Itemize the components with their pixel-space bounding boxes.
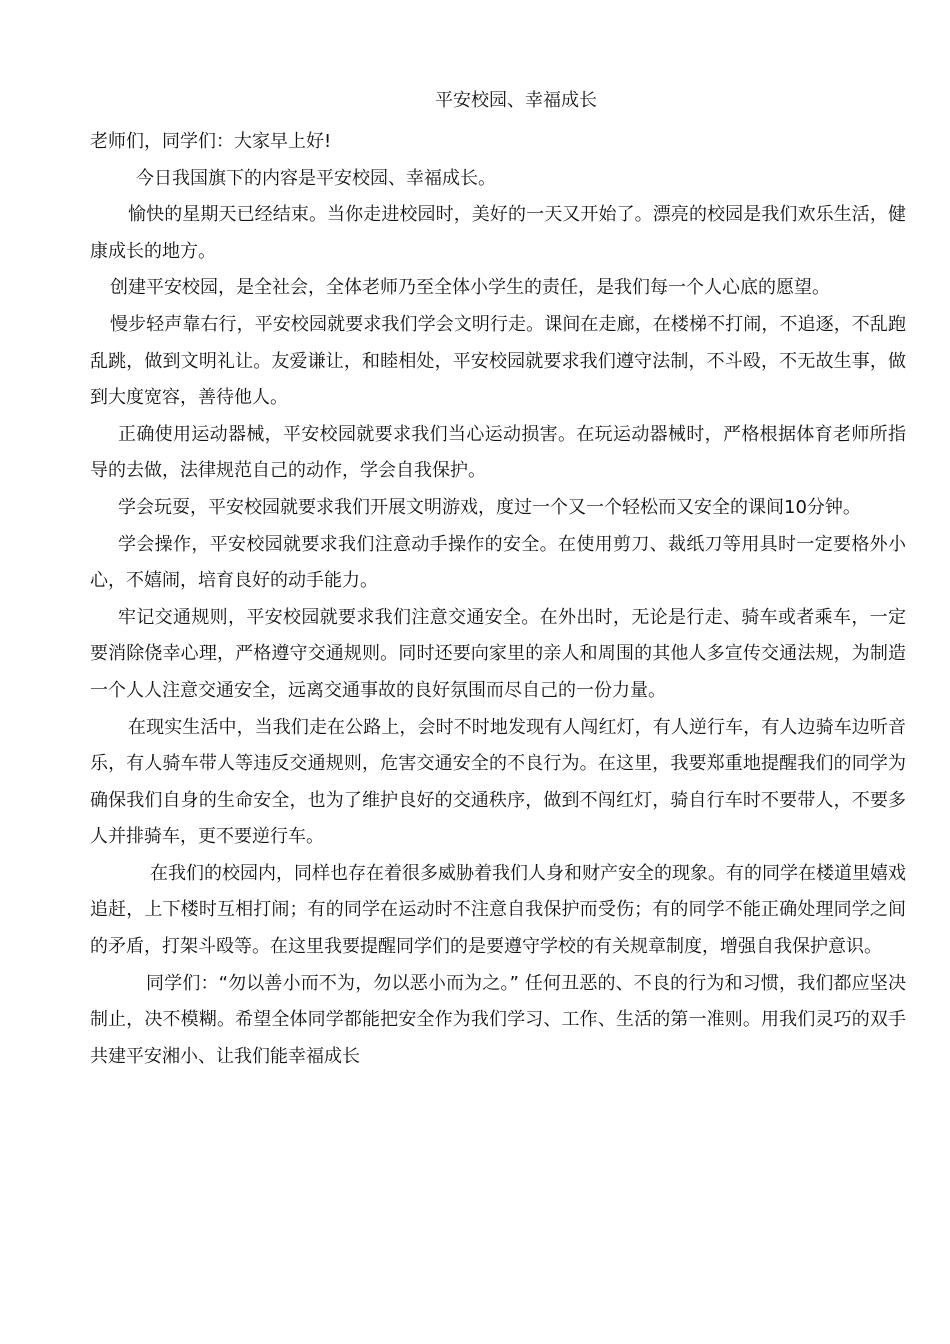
paragraph-real-life: 在现实生活中，当我们走在公路上，会时不时地发现有人闯红灯，有人逆行车，有人边骑车边听音乐，有人骑车带人等违反交通规则，危害交通安全的不良行为。在这里，我要郑重地提醒我们的同学为确保我们自身的生命安全，也为了维护良好的交通秩序，做到不闯红灯，骑自行车时不要带人，不要多人并排骑车，更不要逆行车。 xyxy=(90,716,906,848)
paragraph-greeting: 老师们，同学们：大家早上好! xyxy=(90,131,332,152)
document-title: 平安校园、幸福成长 xyxy=(435,90,597,111)
paragraph-weekend: 愉快的星期天已经结束。当你走进校园时，美好的一天又开始了。漂亮的校园是我们欢乐生活，健康成长的地方。 xyxy=(90,204,906,262)
paragraph-playing: 学会玩耍，平安校园就要求我们开展文明游戏，度过一个又一个轻松而又安全的课间10分钟。 xyxy=(118,496,861,518)
paragraph-walking: 慢步轻声靠右行，平安校园就要求我们学会文明行走。课间在走廊，在楼梯不打闹，不追逐，不乱跑乱跳，做到文明礼让。友爱谦让，和睦相处，平安校园就要求我们遵守法制，不斗殴，不无故生事，做到大度宽容，善待他人。 xyxy=(90,313,906,409)
document-body xyxy=(90,124,906,1075)
paragraph-intro: 今日我国旗下的内容是平安校园、幸福成长。 xyxy=(136,167,496,189)
paragraph-responsibility: 创建平安校园，是全社会，全体老师乃至全体小学生的责任，是我们每一个人心底的愿望。 xyxy=(110,277,830,299)
paragraph-closing: 同学们：“勿以善小而不为，勿以恶小而为之。” 任何丑恶的、不良的行为和习惯，我们都应坚决制止，决不模糊。希望全体同学都能把安全作为我们学习、工作、生活的第一准则。用我们灵巧的双手共建平安湘小、让我们能幸福成长 xyxy=(90,972,906,1067)
paragraph-equipment: 正确使用运动器械，平安校园就要求我们当心运动损害。在玩运动器械时，严格根据体育老师所指导的去做，法律规范自己的动作，学会自我保护。 xyxy=(90,423,906,482)
paragraph-traffic-rules: 牢记交通规则，平安校园就要求我们注意交通安全。在外出时，无论是行走、骑车或者乘车，一定要消除侥幸心理，严格遵守交通规则。同时还要向家里的亲人和周围的其他人多宣传交通法规，为制造一个人人注意交通安全，远离交通事故的良好氛围而尽自己的一份力量。 xyxy=(90,606,906,701)
paragraph-campus: 在我们的校园内，同样也存在着很多威胁着我们人身和财产安全的现象。有的同学在楼道里嬉戏追赶，上下楼时互相打闹；有的同学在运动时不注意自我保护而受伤；有的同学不能正确处理同学之间的矛盾，打架斗殴等。在这里我要提醒同学们的是要遵守学校的有关规章制度，增强自我保护意识。 xyxy=(90,862,906,958)
paragraph-operating: 学会操作，平安校园就要求我们注意动手操作的安全。在使用剪刀、裁纸刀等用具时一定要格外小心，不嬉闹，培育良好的动手能力。 xyxy=(90,533,906,592)
